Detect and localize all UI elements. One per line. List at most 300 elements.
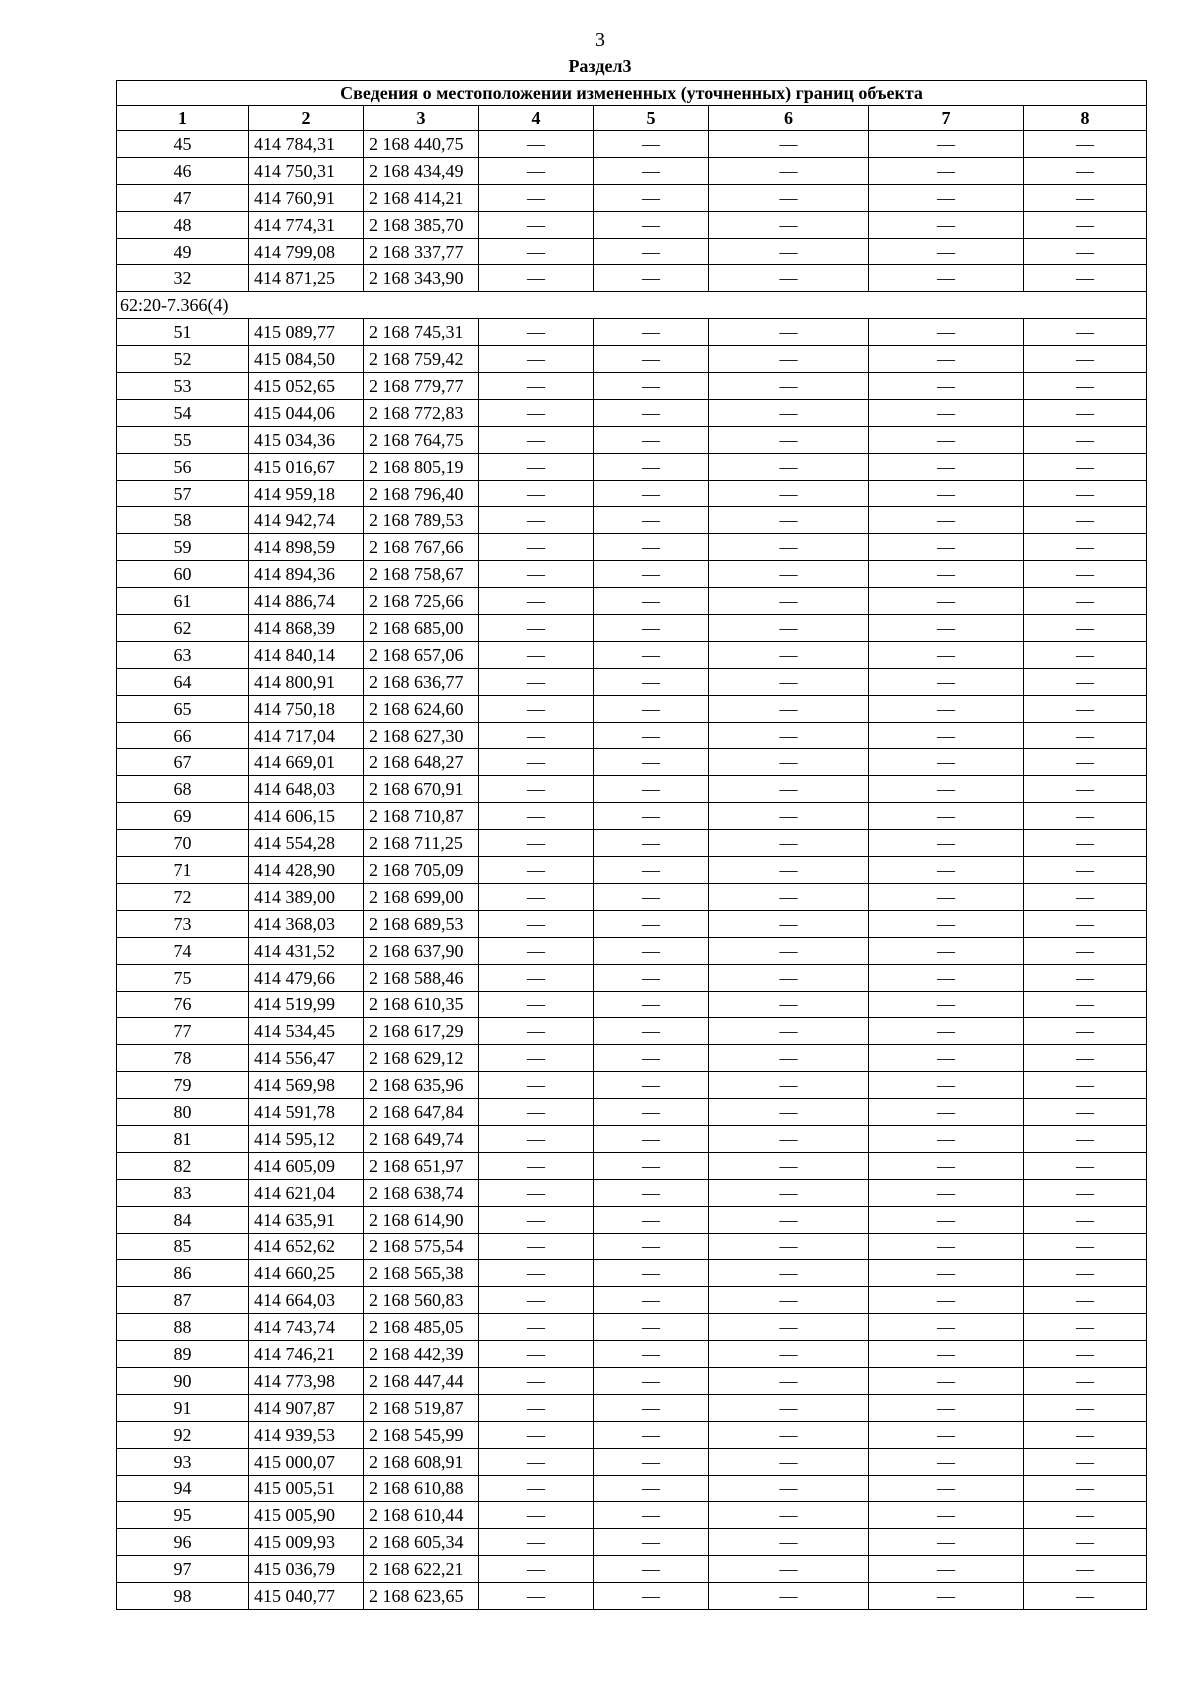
column-7-cell: —: [869, 507, 1024, 534]
y-coordinate-cell: 2 168 485,05: [364, 1314, 479, 1341]
point-number-cell: 71: [117, 857, 249, 884]
x-coordinate-cell: 414 554,28: [249, 830, 364, 857]
y-coordinate-cell: 2 168 337,77: [364, 238, 479, 265]
column-5-cell: —: [594, 749, 709, 776]
x-coordinate-cell: 414 606,15: [249, 803, 364, 830]
y-coordinate-cell: 2 168 759,42: [364, 346, 479, 373]
y-coordinate-cell: 2 168 647,84: [364, 1099, 479, 1126]
point-number-cell: 63: [117, 641, 249, 668]
y-coordinate-cell: 2 168 575,54: [364, 1233, 479, 1260]
column-4-cell: —: [479, 668, 594, 695]
column-4-cell: —: [479, 561, 594, 588]
coordinates-table: [116, 80, 1147, 1610]
x-coordinate-cell: 415 089,77: [249, 319, 364, 346]
column-number: 8: [1024, 106, 1147, 131]
column-5-cell: —: [594, 1099, 709, 1126]
column-4-cell: —: [479, 722, 594, 749]
column-5-cell: —: [594, 722, 709, 749]
table-row: [117, 1556, 1147, 1583]
column-number-row: [117, 106, 1147, 131]
column-4-cell: —: [479, 991, 594, 1018]
point-number-cell: 55: [117, 426, 249, 453]
column-7-cell: —: [869, 1475, 1024, 1502]
column-4-cell: —: [479, 1502, 594, 1529]
y-coordinate-cell: 2 168 447,44: [364, 1367, 479, 1394]
column-6-cell: —: [709, 964, 869, 991]
column-5-cell: —: [594, 857, 709, 884]
point-number-cell: 67: [117, 749, 249, 776]
x-coordinate-cell: 415 052,65: [249, 373, 364, 400]
column-7-cell: —: [869, 964, 1024, 991]
column-number: 1: [117, 106, 249, 131]
column-6-cell: —: [709, 1556, 869, 1583]
x-coordinate-cell: 414 534,45: [249, 1018, 364, 1045]
column-8-cell: —: [1024, 991, 1147, 1018]
column-7-cell: —: [869, 1502, 1024, 1529]
y-coordinate-cell: 2 168 638,74: [364, 1179, 479, 1206]
column-5-cell: —: [594, 238, 709, 265]
y-coordinate-cell: 2 168 637,90: [364, 937, 479, 964]
y-coordinate-cell: 2 168 605,34: [364, 1529, 479, 1556]
column-4-cell: —: [479, 1099, 594, 1126]
column-7-cell: —: [869, 668, 1024, 695]
column-5-cell: —: [594, 883, 709, 910]
y-coordinate-cell: 2 168 545,99: [364, 1421, 479, 1448]
x-coordinate-cell: 414 750,18: [249, 695, 364, 722]
point-number-cell: 51: [117, 319, 249, 346]
column-8-cell: —: [1024, 265, 1147, 292]
column-6-cell: —: [709, 776, 869, 803]
column-5-cell: —: [594, 1502, 709, 1529]
column-8-cell: —: [1024, 588, 1147, 615]
y-coordinate-cell: 2 168 610,44: [364, 1502, 479, 1529]
y-coordinate-cell: 2 168 725,66: [364, 588, 479, 615]
column-4-cell: —: [479, 1125, 594, 1152]
table-row: [117, 534, 1147, 561]
column-6-cell: —: [709, 588, 869, 615]
column-7-cell: —: [869, 1125, 1024, 1152]
point-number-cell: 46: [117, 157, 249, 184]
point-number-cell: 74: [117, 937, 249, 964]
column-6-cell: —: [709, 1394, 869, 1421]
x-coordinate-cell: 414 569,98: [249, 1072, 364, 1099]
y-coordinate-cell: 2 168 519,87: [364, 1394, 479, 1421]
column-7-cell: —: [869, 211, 1024, 238]
y-coordinate-cell: 2 168 385,70: [364, 211, 479, 238]
column-8-cell: —: [1024, 1045, 1147, 1072]
column-6-cell: —: [709, 184, 869, 211]
y-coordinate-cell: 2 168 343,90: [364, 265, 479, 292]
column-8-cell: —: [1024, 1529, 1147, 1556]
column-4-cell: —: [479, 883, 594, 910]
column-8-cell: —: [1024, 1072, 1147, 1099]
column-8-cell: —: [1024, 776, 1147, 803]
column-6-cell: —: [709, 346, 869, 373]
column-7-cell: —: [869, 695, 1024, 722]
x-coordinate-cell: 414 871,25: [249, 265, 364, 292]
x-coordinate-cell: 414 760,91: [249, 184, 364, 211]
table-row: [117, 857, 1147, 884]
column-5-cell: —: [594, 453, 709, 480]
y-coordinate-cell: 2 168 772,83: [364, 399, 479, 426]
column-8-cell: —: [1024, 534, 1147, 561]
column-4-cell: —: [479, 1556, 594, 1583]
column-4-cell: —: [479, 910, 594, 937]
x-coordinate-cell: 414 591,78: [249, 1099, 364, 1126]
y-coordinate-cell: 2 168 648,27: [364, 749, 479, 776]
column-7-cell: —: [869, 1233, 1024, 1260]
point-number-cell: 57: [117, 480, 249, 507]
column-4-cell: —: [479, 1475, 594, 1502]
column-6-cell: —: [709, 749, 869, 776]
y-coordinate-cell: 2 168 745,31: [364, 319, 479, 346]
column-4-cell: —: [479, 641, 594, 668]
point-number-cell: 90: [117, 1367, 249, 1394]
column-4-cell: —: [479, 1394, 594, 1421]
column-number: 4: [479, 106, 594, 131]
column-7-cell: —: [869, 1448, 1024, 1475]
column-5-cell: —: [594, 184, 709, 211]
table-row: [117, 507, 1147, 534]
y-coordinate-cell: 2 168 758,67: [364, 561, 479, 588]
column-4-cell: —: [479, 1367, 594, 1394]
column-7-cell: —: [869, 615, 1024, 642]
column-7-cell: —: [869, 1394, 1024, 1421]
column-6-cell: —: [709, 1072, 869, 1099]
column-5-cell: —: [594, 910, 709, 937]
x-coordinate-cell: 414 959,18: [249, 480, 364, 507]
x-coordinate-cell: 414 519,99: [249, 991, 364, 1018]
y-coordinate-cell: 2 168 610,35: [364, 991, 479, 1018]
column-5-cell: —: [594, 1394, 709, 1421]
column-6-cell: —: [709, 910, 869, 937]
column-6-cell: —: [709, 1475, 869, 1502]
point-number-cell: 68: [117, 776, 249, 803]
x-coordinate-cell: 415 036,79: [249, 1556, 364, 1583]
column-7-cell: —: [869, 534, 1024, 561]
column-8-cell: —: [1024, 749, 1147, 776]
column-8-cell: —: [1024, 1421, 1147, 1448]
x-coordinate-cell: 414 868,39: [249, 615, 364, 642]
column-7-cell: —: [869, 480, 1024, 507]
column-6-cell: —: [709, 1287, 869, 1314]
column-8-cell: —: [1024, 695, 1147, 722]
y-coordinate-cell: 2 168 699,00: [364, 883, 479, 910]
column-8-cell: —: [1024, 722, 1147, 749]
table-row: [117, 157, 1147, 184]
y-coordinate-cell: 2 168 608,91: [364, 1448, 479, 1475]
table-row: [117, 1045, 1147, 1072]
table-row: [117, 453, 1147, 480]
column-8-cell: —: [1024, 1367, 1147, 1394]
section-title: Раздел3: [568, 56, 632, 76]
column-4-cell: —: [479, 131, 594, 158]
column-6-cell: —: [709, 1099, 869, 1126]
column-4-cell: —: [479, 184, 594, 211]
column-8-cell: —: [1024, 668, 1147, 695]
x-coordinate-cell: 415 040,77: [249, 1583, 364, 1610]
column-4-cell: —: [479, 588, 594, 615]
y-coordinate-cell: 2 168 617,29: [364, 1018, 479, 1045]
column-8-cell: —: [1024, 1179, 1147, 1206]
point-number-cell: 95: [117, 1502, 249, 1529]
point-number-cell: 58: [117, 507, 249, 534]
column-8-cell: —: [1024, 857, 1147, 884]
table-row: [117, 1341, 1147, 1368]
column-5-cell: —: [594, 1018, 709, 1045]
column-6-cell: —: [709, 857, 869, 884]
column-7-cell: —: [869, 803, 1024, 830]
column-6-cell: —: [709, 399, 869, 426]
column-5-cell: —: [594, 211, 709, 238]
y-coordinate-cell: 2 168 560,83: [364, 1287, 479, 1314]
table-row: [117, 588, 1147, 615]
column-5-cell: —: [594, 399, 709, 426]
column-7-cell: —: [869, 346, 1024, 373]
column-8-cell: —: [1024, 1448, 1147, 1475]
table-row: [117, 1206, 1147, 1233]
column-8-cell: —: [1024, 1341, 1147, 1368]
column-5-cell: —: [594, 776, 709, 803]
x-coordinate-cell: 414 621,04: [249, 1179, 364, 1206]
column-4-cell: —: [479, 480, 594, 507]
point-number-cell: 72: [117, 883, 249, 910]
column-6-cell: —: [709, 157, 869, 184]
x-coordinate-cell: 414 648,03: [249, 776, 364, 803]
column-6-cell: —: [709, 373, 869, 400]
column-5-cell: —: [594, 1125, 709, 1152]
x-coordinate-cell: 414 669,01: [249, 749, 364, 776]
column-7-cell: —: [869, 131, 1024, 158]
column-5-cell: —: [594, 1314, 709, 1341]
point-number-cell: 70: [117, 830, 249, 857]
table-row: [117, 561, 1147, 588]
column-8-cell: —: [1024, 1125, 1147, 1152]
column-5-cell: —: [594, 1233, 709, 1260]
point-number-cell: 85: [117, 1233, 249, 1260]
table-row: [117, 749, 1147, 776]
column-7-cell: —: [869, 1341, 1024, 1368]
column-4-cell: —: [479, 1018, 594, 1045]
column-4-cell: —: [479, 1583, 594, 1610]
column-7-cell: —: [869, 453, 1024, 480]
point-number-cell: 87: [117, 1287, 249, 1314]
y-coordinate-cell: 2 168 610,88: [364, 1475, 479, 1502]
x-coordinate-cell: 414 939,53: [249, 1421, 364, 1448]
column-7-cell: —: [869, 1206, 1024, 1233]
column-7-cell: —: [869, 1421, 1024, 1448]
column-4-cell: —: [479, 776, 594, 803]
column-6-cell: —: [709, 1206, 869, 1233]
column-4-cell: —: [479, 507, 594, 534]
column-4-cell: —: [479, 749, 594, 776]
column-6-cell: —: [709, 1502, 869, 1529]
point-number-cell: 84: [117, 1206, 249, 1233]
column-6-cell: —: [709, 265, 869, 292]
table-row: [117, 883, 1147, 910]
x-coordinate-cell: 414 664,03: [249, 1287, 364, 1314]
column-4-cell: —: [479, 534, 594, 561]
column-6-cell: —: [709, 507, 869, 534]
point-number-cell: 64: [117, 668, 249, 695]
column-5-cell: —: [594, 1341, 709, 1368]
point-number-cell: 82: [117, 1152, 249, 1179]
y-coordinate-cell: 2 168 622,21: [364, 1556, 479, 1583]
point-number-cell: 32: [117, 265, 249, 292]
column-7-cell: —: [869, 399, 1024, 426]
y-coordinate-cell: 2 168 649,74: [364, 1125, 479, 1152]
y-coordinate-cell: 2 168 434,49: [364, 157, 479, 184]
x-coordinate-cell: 414 635,91: [249, 1206, 364, 1233]
column-7-cell: —: [869, 1099, 1024, 1126]
y-coordinate-cell: 2 168 636,77: [364, 668, 479, 695]
column-7-cell: —: [869, 1529, 1024, 1556]
column-4-cell: —: [479, 1152, 594, 1179]
column-5-cell: —: [594, 265, 709, 292]
table-row: [117, 1502, 1147, 1529]
column-6-cell: —: [709, 883, 869, 910]
column-6-cell: —: [709, 1583, 869, 1610]
point-number-cell: 88: [117, 1314, 249, 1341]
column-6-cell: —: [709, 722, 869, 749]
column-6-cell: —: [709, 937, 869, 964]
y-coordinate-cell: 2 168 710,87: [364, 803, 479, 830]
x-coordinate-cell: 414 840,14: [249, 641, 364, 668]
column-5-cell: —: [594, 561, 709, 588]
column-7-cell: —: [869, 1583, 1024, 1610]
x-coordinate-cell: 414 389,00: [249, 883, 364, 910]
x-coordinate-cell: 415 000,07: [249, 1448, 364, 1475]
column-5-cell: —: [594, 641, 709, 668]
column-8-cell: —: [1024, 157, 1147, 184]
column-7-cell: —: [869, 937, 1024, 964]
column-number: 5: [594, 106, 709, 131]
y-coordinate-cell: 2 168 440,75: [364, 131, 479, 158]
table-row: [117, 1125, 1147, 1152]
column-6-cell: —: [709, 1045, 869, 1072]
column-8-cell: —: [1024, 1556, 1147, 1583]
x-coordinate-cell: 414 717,04: [249, 722, 364, 749]
table-row: [117, 1152, 1147, 1179]
column-4-cell: —: [479, 830, 594, 857]
column-7-cell: —: [869, 1314, 1024, 1341]
column-4-cell: —: [479, 937, 594, 964]
column-8-cell: —: [1024, 937, 1147, 964]
column-8-cell: —: [1024, 1152, 1147, 1179]
y-coordinate-cell: 2 168 764,75: [364, 426, 479, 453]
point-number-cell: 66: [117, 722, 249, 749]
table-row: [117, 964, 1147, 991]
y-coordinate-cell: 2 168 442,39: [364, 1341, 479, 1368]
column-6-cell: —: [709, 1341, 869, 1368]
point-number-cell: 96: [117, 1529, 249, 1556]
column-7-cell: —: [869, 641, 1024, 668]
column-8-cell: —: [1024, 1099, 1147, 1126]
column-5-cell: —: [594, 1367, 709, 1394]
column-6-cell: —: [709, 1125, 869, 1152]
table-caption-row: [117, 81, 1147, 106]
table-body: [117, 131, 1147, 1610]
x-coordinate-cell: 414 743,74: [249, 1314, 364, 1341]
table-row: [117, 803, 1147, 830]
column-4-cell: —: [479, 346, 594, 373]
column-6-cell: —: [709, 1421, 869, 1448]
table-row: [117, 1072, 1147, 1099]
column-8-cell: —: [1024, 453, 1147, 480]
column-8-cell: —: [1024, 507, 1147, 534]
x-coordinate-cell: 414 942,74: [249, 507, 364, 534]
table-row: [117, 910, 1147, 937]
column-6-cell: —: [709, 561, 869, 588]
y-coordinate-cell: 2 168 805,19: [364, 453, 479, 480]
point-number-cell: 45: [117, 131, 249, 158]
group-row: [117, 292, 1147, 319]
column-4-cell: —: [479, 157, 594, 184]
column-7-cell: —: [869, 1152, 1024, 1179]
x-coordinate-cell: 415 005,51: [249, 1475, 364, 1502]
column-5-cell: —: [594, 668, 709, 695]
column-4-cell: —: [479, 265, 594, 292]
column-6-cell: —: [709, 319, 869, 346]
column-7-cell: —: [869, 991, 1024, 1018]
x-coordinate-cell: 414 784,31: [249, 131, 364, 158]
column-5-cell: —: [594, 157, 709, 184]
table-row: [117, 1448, 1147, 1475]
column-8-cell: —: [1024, 561, 1147, 588]
y-coordinate-cell: 2 168 588,46: [364, 964, 479, 991]
column-8-cell: —: [1024, 910, 1147, 937]
column-7-cell: —: [869, 1072, 1024, 1099]
y-coordinate-cell: 2 168 414,21: [364, 184, 479, 211]
table-row: [117, 1260, 1147, 1287]
column-number: 7: [869, 106, 1024, 131]
column-4-cell: —: [479, 453, 594, 480]
point-number-cell: 73: [117, 910, 249, 937]
column-6-cell: —: [709, 1367, 869, 1394]
column-4-cell: —: [479, 695, 594, 722]
column-5-cell: —: [594, 803, 709, 830]
point-number-cell: 52: [117, 346, 249, 373]
x-coordinate-cell: 414 428,90: [249, 857, 364, 884]
point-number-cell: 53: [117, 373, 249, 400]
column-5-cell: —: [594, 1179, 709, 1206]
point-number-cell: 48: [117, 211, 249, 238]
column-6-cell: —: [709, 1448, 869, 1475]
column-7-cell: —: [869, 238, 1024, 265]
point-number-cell: 54: [117, 399, 249, 426]
point-number-cell: 92: [117, 1421, 249, 1448]
point-number-cell: 86: [117, 1260, 249, 1287]
column-8-cell: —: [1024, 1314, 1147, 1341]
column-7-cell: —: [869, 265, 1024, 292]
column-5-cell: —: [594, 319, 709, 346]
column-8-cell: —: [1024, 184, 1147, 211]
point-number-cell: 61: [117, 588, 249, 615]
column-number: 3: [364, 106, 479, 131]
column-4-cell: —: [479, 211, 594, 238]
column-8-cell: —: [1024, 211, 1147, 238]
column-8-cell: —: [1024, 830, 1147, 857]
x-coordinate-cell: 414 750,31: [249, 157, 364, 184]
column-number: 2: [249, 106, 364, 131]
point-number-cell: 56: [117, 453, 249, 480]
column-5-cell: —: [594, 480, 709, 507]
table-row: [117, 131, 1147, 158]
page-number: 3: [595, 29, 605, 51]
y-coordinate-cell: 2 168 796,40: [364, 480, 479, 507]
column-7-cell: —: [869, 883, 1024, 910]
point-number-cell: 81: [117, 1125, 249, 1152]
